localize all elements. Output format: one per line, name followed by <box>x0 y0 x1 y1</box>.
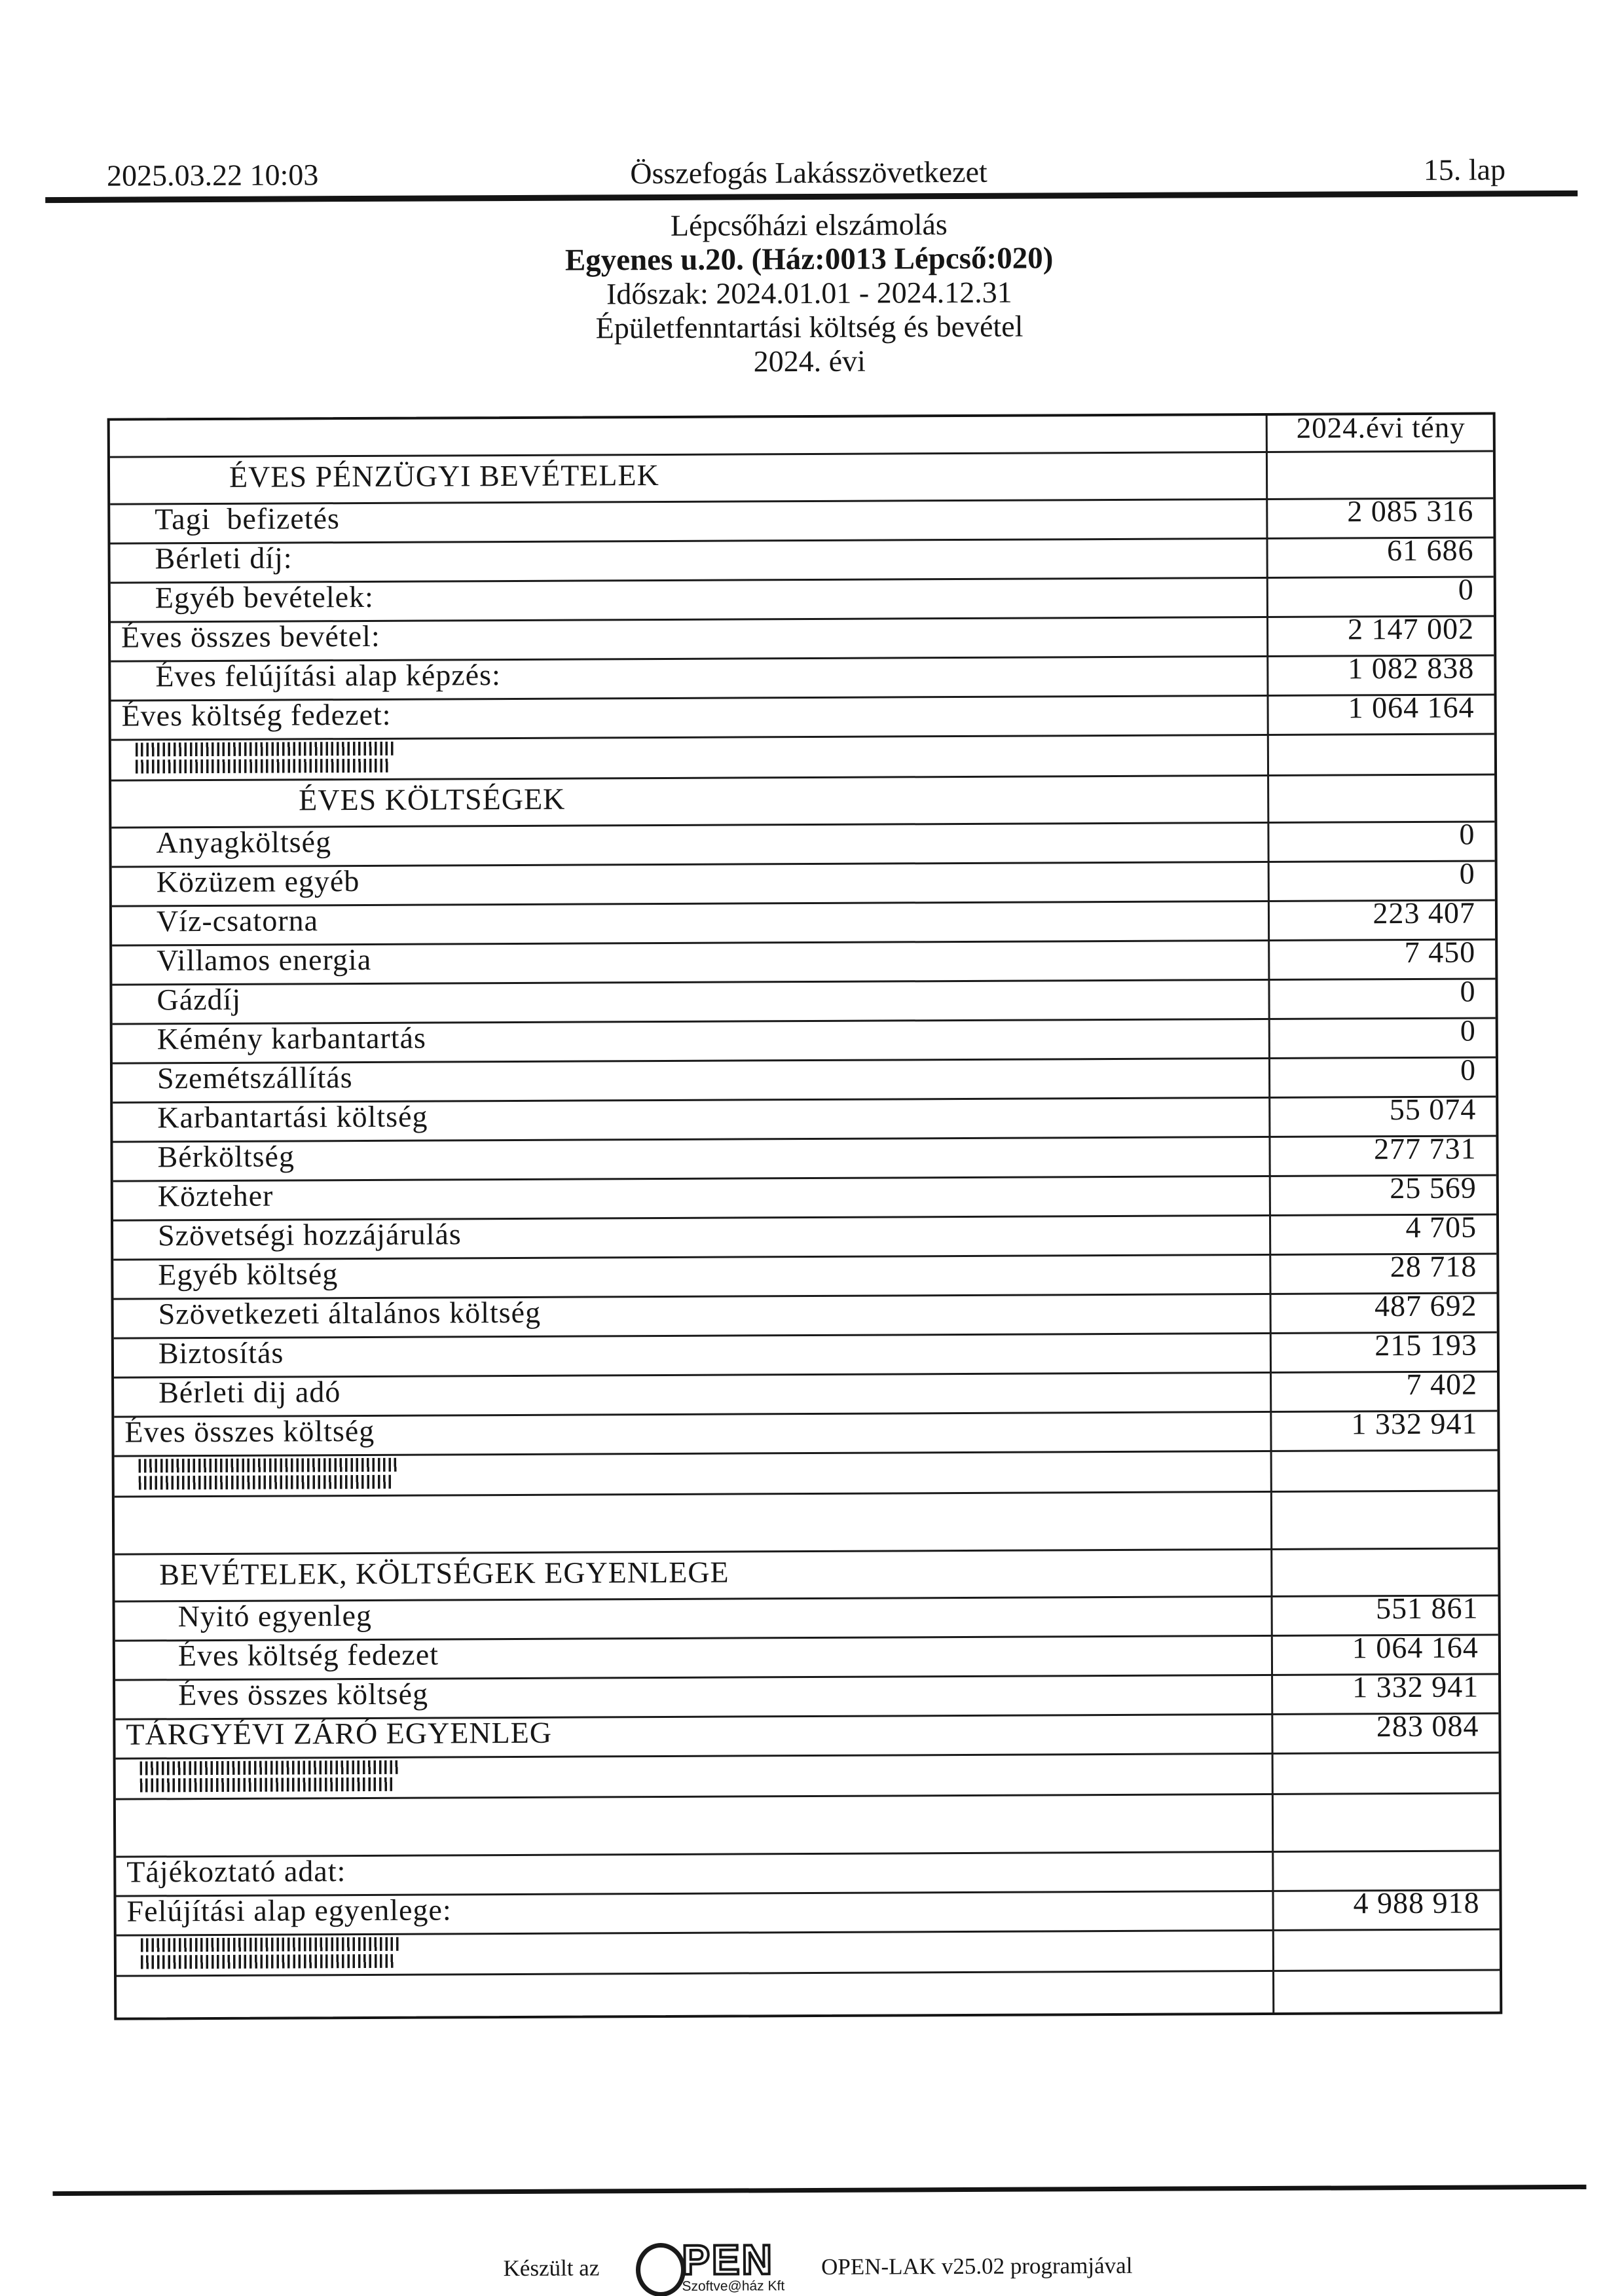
row-label: Nyitó egyenleg <box>177 1598 373 1633</box>
open-logo-text-block <box>682 2238 784 2294</box>
table-row <box>112 974 1495 1025</box>
table-row <box>111 735 1494 781</box>
row-value <box>1272 1930 1500 1970</box>
table-row <box>113 1131 1496 1182</box>
table-row <box>112 896 1495 946</box>
table-row <box>117 1971 1500 2017</box>
row-value <box>1270 1549 1498 1595</box>
header-datetime: 2025.03.22 10:03 <box>106 158 319 192</box>
separator-hatch-icon <box>126 1760 400 1793</box>
footer-program: OPEN-LAK v25.02 programjával <box>821 2252 1133 2280</box>
table-row <box>112 935 1495 985</box>
hatch-strip <box>140 1760 400 1776</box>
row-label: Közüzem egyéb <box>156 864 360 899</box>
row-label: Bérleti díj: <box>155 541 293 575</box>
report-title-line: Lépcsőházi elszámolás <box>670 208 948 242</box>
row-value: 1 332 941 <box>1270 1412 1497 1450</box>
row-label: Tájékoztató adat: <box>126 1854 346 1889</box>
table-row <box>114 1406 1497 1457</box>
table-row <box>113 1171 1496 1221</box>
row-label: ÉVES PÉNZÜGYI BEVÉTELEK <box>229 458 659 494</box>
row-label: Biztosítás <box>158 1336 284 1370</box>
hatch-strip <box>141 1937 401 1952</box>
row-value: 487 692 <box>1270 1294 1497 1332</box>
table-row <box>115 1669 1498 1720</box>
table-row <box>117 1886 1500 1936</box>
row-value: 0 <box>1268 1019 1496 1057</box>
report-title-block <box>0 205 1621 382</box>
row-value: 25 569 <box>1269 1176 1496 1214</box>
row-value <box>1267 735 1494 774</box>
report-title-period: Időszak: 2024.01.01 - 2024.12.31 <box>606 275 1012 311</box>
open-logo <box>636 2238 784 2296</box>
table-row <box>113 1013 1496 1064</box>
row-label: TÁRGYÉVI ZÁRÓ EGYENLEG <box>126 1715 553 1751</box>
table-row <box>115 1451 1498 1497</box>
table-row <box>116 1851 1499 1897</box>
table-row <box>116 1753 1499 1800</box>
row-label: Éves összes költség <box>124 1413 375 1449</box>
table-row <box>110 410 1493 458</box>
table-row <box>113 1249 1496 1300</box>
row-label: Éves összes költség <box>178 1677 429 1712</box>
separator-hatch-icon <box>125 1458 399 1490</box>
row-label <box>115 1493 1270 1554</box>
hatch-strip <box>139 1475 393 1490</box>
footer-rule <box>52 2185 1586 2196</box>
table-row <box>114 1328 1497 1378</box>
table-row <box>110 452 1493 505</box>
row-value: 1 064 164 <box>1267 695 1494 734</box>
row-label: Gázdíj <box>157 982 242 1017</box>
row-value: 215 193 <box>1270 1333 1497 1372</box>
hatch-strip <box>141 1954 395 1969</box>
row-value <box>1272 1753 1499 1793</box>
row-label: Szemétszállítás <box>157 1061 353 1095</box>
row-value: 0 <box>1268 979 1495 1018</box>
row-value: 1 064 164 <box>1271 1635 1498 1674</box>
table-row <box>110 533 1493 583</box>
report-title-year: 2024. évi <box>753 344 866 378</box>
report-table-body <box>110 410 1500 2017</box>
row-value: 28 718 <box>1269 1254 1496 1293</box>
table-row <box>115 1709 1498 1759</box>
table-row <box>113 1210 1496 1260</box>
row-value: 1 082 838 <box>1266 656 1494 695</box>
row-label: Éves felújítási alap képzés: <box>155 658 501 693</box>
row-label <box>115 1452 1270 1496</box>
row-value: 2 147 002 <box>1266 617 1494 655</box>
table-row <box>111 651 1494 701</box>
row-value: 7 402 <box>1270 1372 1497 1411</box>
table-row <box>117 1930 1500 1977</box>
row-value: 4 988 918 <box>1272 1891 1499 1929</box>
row-value: 277 731 <box>1268 1137 1496 1175</box>
table-row <box>115 1591 1498 1641</box>
separator-hatch-icon <box>122 742 396 774</box>
row-value <box>1267 775 1494 822</box>
row-label <box>116 1795 1272 1856</box>
row-value: 2 085 316 <box>1266 499 1493 538</box>
row-value: 0 <box>1266 577 1494 616</box>
table-row <box>116 1794 1499 1857</box>
row-label <box>116 1755 1272 1798</box>
open-logo-subtext: Szoftve@ház Kft <box>682 2278 785 2294</box>
table-row <box>115 1549 1498 1602</box>
row-label: Bérköltség <box>157 1139 295 1174</box>
table-row <box>113 1053 1496 1103</box>
table-row <box>111 611 1494 662</box>
hatch-strip <box>136 742 396 757</box>
row-value: 7 450 <box>1268 940 1495 979</box>
row-label: Szövetkezeti általános költség <box>158 1295 542 1331</box>
header-organization: Összefogás Lakásszövetkezet <box>630 155 987 191</box>
row-label: Felújítási alap egyenlege: <box>126 1893 452 1928</box>
page-header <box>0 150 1621 196</box>
hatch-strip <box>136 759 390 774</box>
row-value: 0 <box>1268 1058 1496 1097</box>
row-value: 551 861 <box>1271 1596 1498 1635</box>
hatch-strip <box>140 1777 394 1793</box>
table-row <box>115 1491 1498 1555</box>
row-label <box>111 736 1267 780</box>
row-label: Tagi befizetés <box>155 501 340 536</box>
row-label <box>110 416 1266 456</box>
row-value: 0 <box>1267 822 1494 861</box>
report-title-address: Egyenes u.20. (Ház:0013 Lépcső:020) <box>564 241 1054 278</box>
row-label: ÉVES KÖLTSÉGEK <box>299 782 566 817</box>
row-value <box>1272 1971 1500 2013</box>
row-label: Anyagköltség <box>156 825 332 860</box>
table-row <box>110 494 1493 544</box>
table-row <box>111 775 1494 828</box>
table-row <box>114 1367 1497 1417</box>
row-value: 223 407 <box>1268 901 1495 939</box>
row-value <box>1266 452 1493 498</box>
row-label: Bérleti dij adó <box>158 1375 341 1410</box>
table-row <box>114 1288 1497 1339</box>
row-value: 55 074 <box>1268 1097 1496 1136</box>
footer-made-with: Készült az <box>503 2255 600 2282</box>
row-label: Éves költség fedezet <box>177 1637 439 1673</box>
row-label: Éves költség fedezet: <box>121 697 392 733</box>
row-value: 1 332 941 <box>1271 1675 1498 1713</box>
table-row <box>112 856 1495 907</box>
row-value <box>1272 1851 1499 1890</box>
row-label: Egyéb bevételek: <box>155 579 374 615</box>
row-label: Éves összes bevétel: <box>121 619 380 654</box>
row-label: BEVÉTELEK, KÖLTSÉGEK EGYENLEGE <box>159 1555 729 1592</box>
header-page-number: 15. lap <box>1423 153 1506 187</box>
row-label: Szövetségi hozzájárulás <box>157 1217 462 1252</box>
row-label: Egyéb költség <box>158 1257 339 1292</box>
row-value: 61 686 <box>1266 538 1493 577</box>
row-value <box>1272 1794 1499 1851</box>
row-label: Víz-csatorna <box>156 903 319 938</box>
row-value <box>1270 1451 1498 1491</box>
row-label: Villamos energia <box>157 942 372 977</box>
row-label <box>117 1972 1272 2018</box>
footer <box>6 2221 1624 2296</box>
row-value: 4 705 <box>1269 1215 1496 1254</box>
row-value: 283 084 <box>1271 1714 1498 1753</box>
hatch-strip <box>139 1458 399 1473</box>
open-logo-letters: PEN <box>682 2236 775 2284</box>
row-label: Kémény karbantartás <box>157 1021 427 1056</box>
table-row <box>111 817 1494 867</box>
row-label <box>117 1931 1272 1975</box>
row-label: Közteher <box>157 1178 274 1213</box>
report-table <box>107 412 1503 2020</box>
table-row <box>111 572 1494 623</box>
open-logo-circle-icon <box>636 2243 686 2296</box>
row-value <box>1270 1491 1498 1548</box>
value-column-header: 2024.évi tény <box>1266 414 1493 451</box>
separator-hatch-icon <box>127 1937 401 1969</box>
row-value: 0 <box>1268 862 1495 900</box>
table-row <box>115 1630 1498 1681</box>
row-label: Karbantartási költség <box>157 1099 428 1135</box>
table-row <box>111 690 1494 740</box>
table-row <box>113 1092 1496 1142</box>
report-title-subject: Épületfenntartási költség és bevétel <box>595 309 1024 345</box>
